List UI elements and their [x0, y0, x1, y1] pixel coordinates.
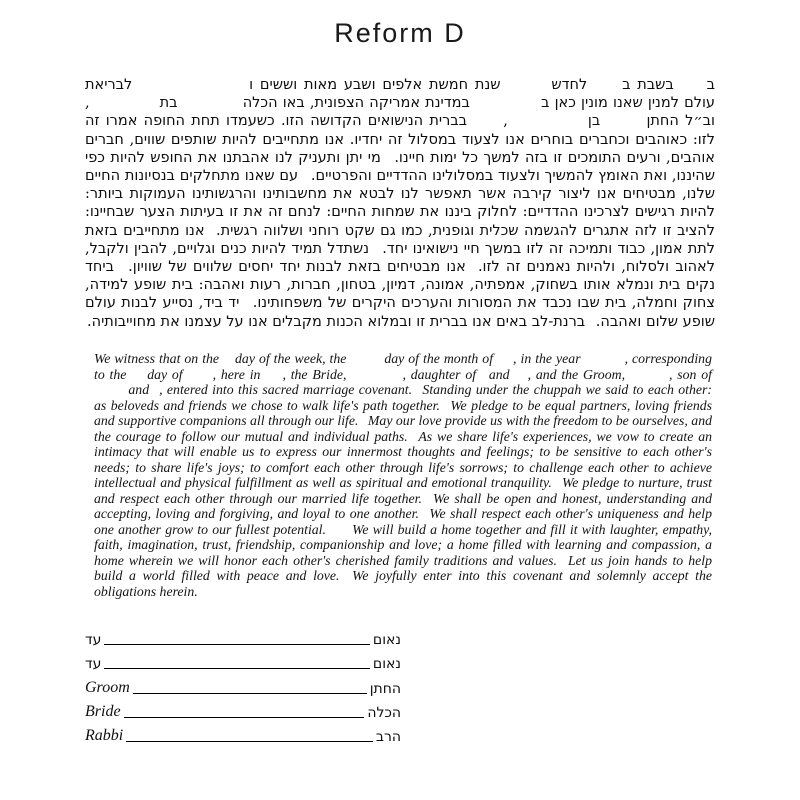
- fill-in-blank: [606, 124, 646, 125]
- fill-in-blank: [139, 88, 249, 89]
- fill-in-blank: [346, 378, 402, 379]
- signature-role-label-right: נאום: [372, 656, 401, 672]
- signature-block: [85, 630, 401, 751]
- fill-in-blank: [581, 362, 625, 363]
- hebrew-ketubah-paragraph: ב בשבת ב לחדש שנת חמשת אלפים ושבע מאות וששים ו לבריאת עולם למנין שאנו מונין כאן ב במדינת אמריקה הצפונית, באו הכלה בת, וב״ל החתן בן, בברית הנישואים הקדושה הזו. כשעמדו תחת החופה אמרו זה לזו: כאוהבים וכחברים בוחרים אנו לצעוד במסלול זה יחדיו. אנו מתחייבים להיות שותפים שווים, חברים אוהבים, ורעים התומכים זו בזה למשך כל ימות חיינו. מי יתן ותעניק לנו אהבתנו את החופש להיות כפי שהיננו, ואת האומץ להמשיך ולצעוד במסלולינו ההדדיים והפרטיים. עם שאנו מתחלקים בנסיונות החיים שלנו, מבטיחים אנו ליצור קירבה אשר תאפשר לנו לבטא את מחשבותינו והרגשותינו העמוקות ביותר: להיות רגישים לצרכינו ההדדיים: לחלוק ביננו את שמחות החיים: לנחם זה את זו בעיתות הצער שבחיינו: להציב זו לזה אתגרים להגשמה שכלית וגופנית, כמו גם שקט רוחני ושלווה רגשית. אנו מתחייבים בזאת לתת אמון, כבוד ותמיכה זה לזו במשך חיי נישואינו יחד. נשתדל תמיד להיות כנים וגלויים, להבין ולקבל, לאהוב ולסלוח, ולהיות נאמנים זה לזו. אנו מבטיחים בזאת לבנות יחד יחסים שלווים של שוויון. ביחד נקים בית ונמלא אותו בשחוק, אמפתיה, אמונה, דמיון, בטחון, חברות, רעות ואהבה: בית שופע למידה, צחוק וחמלה, בית שבו נכבד את המסורות והערכים היקרים של משפחותינו. יד ביד, נסייע לבנות עולם שופע שלום ואהבה. ברנת-לב באים אנו בברית זו ובמלוא הכנות מקבלים אנו על עצמנו את מחוייבותיה.: [85, 77, 716, 330]
- fill-in-blank: [510, 378, 528, 379]
- fill-in-blank: [386, 161, 394, 162]
- signature-role-label-left: Rabbi: [85, 727, 124, 744]
- fill-in-blank: [126, 378, 142, 379]
- fill-in-blank: [625, 378, 669, 379]
- fill-in-blank: [374, 252, 382, 253]
- fill-in-blank: [475, 106, 541, 107]
- fill-in-blank: [419, 517, 425, 518]
- signature-row-rabbi: [85, 727, 401, 745]
- fill-in-blank: [508, 124, 588, 125]
- fill-in-blank: [681, 88, 707, 89]
- fill-in-blank: [219, 362, 231, 363]
- fill-in-blank: [473, 124, 503, 125]
- fill-in-blank: [120, 270, 128, 271]
- fill-in-blank: [493, 362, 513, 363]
- signature-role-label-right: החתן: [369, 681, 401, 697]
- signature-blank-line: [133, 692, 367, 694]
- fill-in-blank: [594, 88, 622, 89]
- fill-in-blank: [422, 502, 428, 503]
- fill-in-blank: [183, 378, 213, 379]
- fill-in-blank: [260, 378, 282, 379]
- signature-row-bride: [85, 703, 401, 721]
- signature-row-groom: [85, 679, 401, 697]
- signature-role-label-right: הרב: [375, 729, 401, 745]
- fill-in-blank: [507, 88, 551, 89]
- fill-in-blank: [552, 486, 558, 487]
- signature-role-label-left: Bride: [85, 703, 121, 720]
- english-ketubah-paragraph: We witness that on the day of the week, the day of the month of , in the year , corresponding to the day of , here in , the Bride, , daughter of and , and the Groom, , son of and , entered into this sacred marriage covenant. Standing under the chuppah we said to each other: as beloveds and friends we chose to walk life's path together. We pledge to be equal partners, loving friends and supportive companions all through our life. May our love provide us with the freedom to be ourselves, and the courage to follow our mutual and individual paths. As we share life's experiences, we vow to create an intimacy that will enable us to express our innermost thoughts and feelings; to be sensitive to each other's needs; to share life's joys; to comfort each other through life's sorrows; to challenge each other to achieve intellectual and physical fulfillment as well as spiritual and emotional tranquility. We pledge to nurture, trust and respect each other through our married life together. We shall be open and honest, understanding and accepting, loving and forgiving, and loyal to one another. We shall respect each other's uniqueness and help one another grow to our fullest potential. We will build a home together and fill it with laughter, empathy, faith, imagination, trust, friendship, companionship and love; a home filled with learning and compassion, a home wherein we will honor each other's cherished family traditions and values. Let us join hands to help build a world filled with peace and love. We joyfully enter into this covenant and solemnly accept the obligations herein.: [94, 351, 713, 599]
- fill-in-blank: [90, 106, 160, 107]
- fill-in-blank: [358, 424, 364, 425]
- fill-in-blank: [303, 179, 311, 180]
- signature-blank-line: [124, 716, 365, 718]
- fill-in-blank: [340, 579, 346, 580]
- signature-blank-line: [126, 740, 373, 742]
- fill-in-blank: [590, 325, 596, 326]
- signature-blank-line: [104, 667, 370, 669]
- fill-in-blank: [149, 393, 159, 394]
- fill-in-blank: [245, 306, 253, 307]
- fill-in-blank: [326, 533, 348, 534]
- signature-role-label-left: Groom: [85, 679, 130, 696]
- fill-in-blank: [183, 106, 243, 107]
- signature-row-witness: [85, 654, 401, 672]
- page-title: Reform D: [334, 18, 466, 48]
- fill-in-blank: [408, 440, 414, 441]
- fill-in-blank: [210, 234, 216, 235]
- signature-role-label-right: הכלה: [367, 705, 401, 721]
- signature-role-label-left: עד: [85, 632, 102, 648]
- fill-in-blank: [557, 564, 563, 565]
- fill-in-blank: [472, 270, 478, 271]
- signature-role-label-left: עד: [85, 656, 102, 672]
- signature-row-witness: [85, 630, 401, 648]
- fill-in-blank: [476, 378, 484, 379]
- fill-in-blank: [346, 362, 380, 363]
- fill-in-blank: [94, 393, 124, 394]
- signature-role-label-right: נאום: [372, 632, 401, 648]
- fill-in-blank: [412, 393, 418, 394]
- signature-blank-line: [104, 643, 370, 645]
- fill-in-blank: [440, 409, 446, 410]
